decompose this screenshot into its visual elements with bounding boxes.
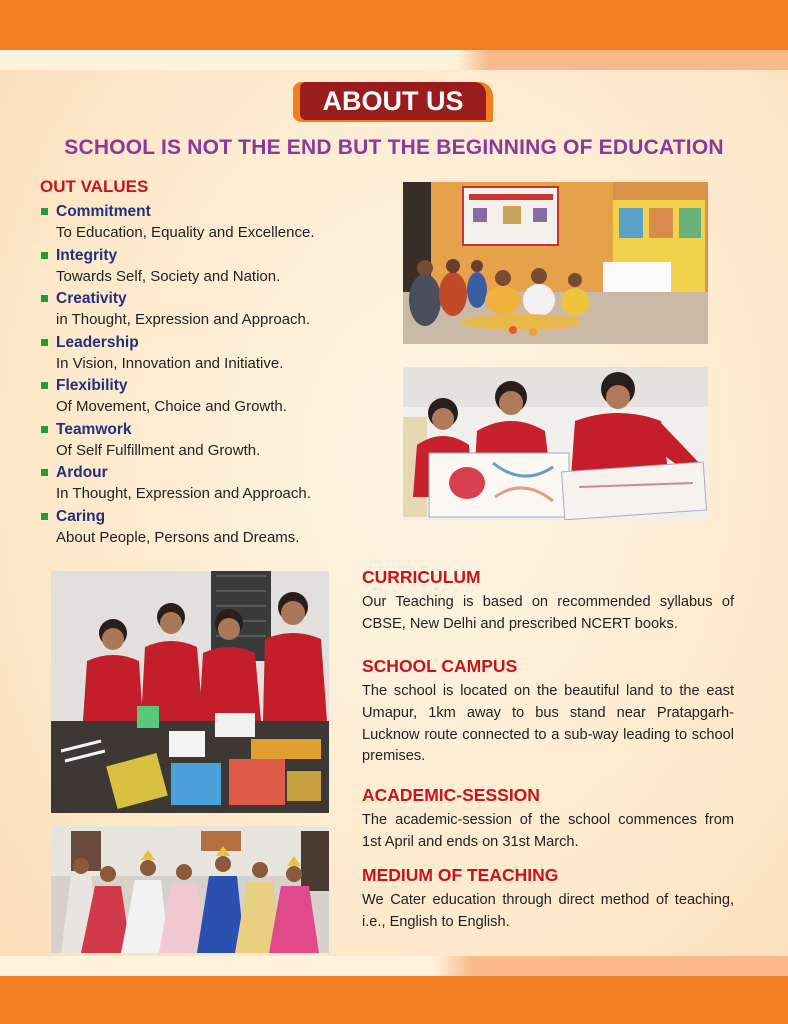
value-name: Ardour — [56, 464, 108, 481]
value-desc: Towards Self, Society and Nation. — [56, 267, 281, 285]
value-item — [40, 508, 390, 552]
session-title: ACADEMIC-SESSION — [362, 785, 540, 805]
bullet-icon — [41, 513, 48, 520]
bullet-icon — [41, 339, 48, 346]
campus-body: The school is located on the beautiful land to the east Umapur, 1km away to bus stand near Pratapgarh-Lucknow route connected to a sub-way leading to school premises. — [362, 683, 734, 765]
values-list — [40, 203, 390, 551]
values-title: OUT VALUES — [40, 177, 149, 196]
value-name: Creativity — [56, 290, 127, 307]
value-name: Integrity — [56, 246, 118, 264]
value-item — [40, 247, 390, 291]
tagline: SCHOOL IS NOT THE END BUT THE BEGINNING OF EDUCATION — [64, 136, 724, 159]
bullet-icon — [41, 208, 48, 215]
session-body: The academic-session of the school commences from 1st April and ends on 31st March. — [362, 812, 734, 850]
students-chart-photo — [403, 367, 708, 520]
value-desc: in Thought, Expression and Approach. — [56, 311, 311, 328]
about-us-badge: ABOUT US — [300, 82, 486, 120]
value-desc: Of Self Fulfillment and Growth. — [56, 441, 261, 459]
value-name: Flexibility — [56, 377, 128, 394]
value-desc: To Education, Equality and Excellence. — [56, 224, 315, 241]
campus-title: SCHOOL CAMPUS — [362, 656, 518, 676]
value-name: Leadership — [56, 333, 139, 351]
bottom-orange-bar — [0, 976, 788, 1024]
bullet-icon — [41, 469, 48, 476]
students-models-photo — [51, 571, 329, 813]
value-name: Caring — [56, 507, 106, 525]
value-item — [40, 203, 390, 247]
bullet-icon — [41, 426, 48, 433]
value-desc: In Vision, Innovation and Initiative. — [56, 354, 284, 372]
bullet-icon — [41, 295, 48, 302]
curriculum-title: CURRICULUM — [362, 567, 481, 587]
value-name: Commitment — [56, 203, 151, 220]
curriculum-body: Our Teaching is based on recommended syllabus of CBSE, New Delhi and prescribed NCERT books. — [362, 594, 734, 632]
value-item — [40, 334, 390, 378]
bullet-icon — [41, 382, 48, 389]
value-item — [40, 377, 390, 421]
top-stripe — [0, 50, 788, 70]
value-item — [40, 290, 390, 334]
ceremony-photo — [403, 182, 708, 344]
top-orange-bar — [0, 0, 788, 50]
cultural-program-photo — [51, 826, 329, 953]
value-desc: Of Movement, Choice and Growth. — [56, 398, 287, 415]
medium-title: MEDIUM OF TEACHING — [362, 865, 559, 885]
value-desc: In Thought, Expression and Approach. — [56, 485, 311, 502]
value-item — [40, 464, 390, 508]
bottom-stripe — [0, 956, 788, 976]
medium-body: We Cater education through direct method of teaching, i.e., English to English. — [362, 892, 734, 930]
value-desc: About People, Persons and Dreams. — [56, 528, 300, 546]
bullet-icon — [41, 252, 48, 259]
value-name: Teamwork — [56, 420, 132, 438]
value-item — [40, 421, 390, 465]
